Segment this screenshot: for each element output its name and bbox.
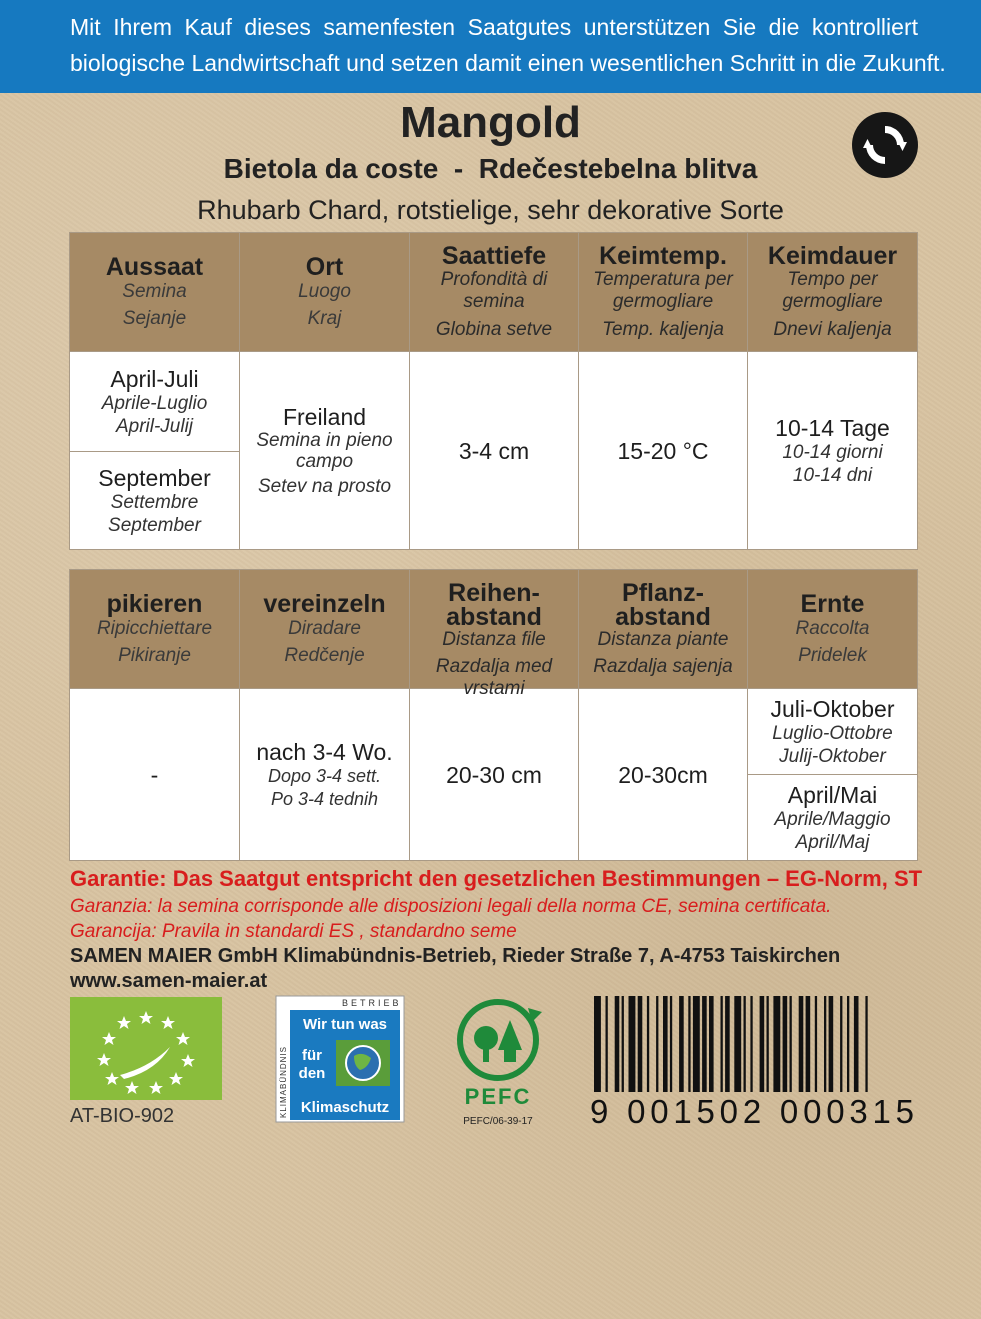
barcode-bar <box>806 996 811 1092</box>
header-vereinzeln <box>240 570 410 689</box>
cell-keimdauer <box>748 352 918 550</box>
barcode-bar <box>656 996 658 1092</box>
value-de: September <box>98 464 211 491</box>
barcode-bar <box>693 996 700 1092</box>
header-pflanzabstand <box>579 570 748 689</box>
green-dot-recycle-icon <box>852 112 918 178</box>
product-translations: Bietola da coste - Rdečestebelna blitva <box>223 153 758 184</box>
barcode-bar <box>688 996 690 1092</box>
barcode-bar <box>829 996 834 1092</box>
value-sl: April/Maj <box>795 831 870 853</box>
klimabuendnis-logo <box>276 996 404 1122</box>
barcode-bar <box>622 996 624 1092</box>
cell-saattiefe <box>410 352 579 550</box>
barcode-bar <box>702 996 707 1092</box>
klima-line-1: Wir tun was <box>302 1016 388 1033</box>
header-sl: Redčenje <box>284 645 365 666</box>
pefc-name: PEFC <box>464 1084 532 1109</box>
barcode-bar <box>824 996 826 1092</box>
header-it: Luogo <box>298 281 351 302</box>
value-sl: September <box>108 514 201 536</box>
barcode-bar <box>594 996 601 1092</box>
value: 20-30 cm <box>446 761 542 788</box>
klima-line-3: den <box>298 1065 326 1082</box>
header-sl: Dnevi kaljenja <box>773 319 892 340</box>
value-de: Juli-Oktober <box>770 695 895 722</box>
value-de: April-Juli <box>110 365 199 392</box>
value-it: 10-14 giorni <box>782 441 883 463</box>
barcode-bar <box>865 996 867 1092</box>
barcode-bar <box>767 996 769 1092</box>
header-de: Saattiefe <box>441 242 547 270</box>
care-table <box>69 569 918 861</box>
header-it: Tempo per germogliare <box>782 269 883 312</box>
klima-top-text: BETRIEB <box>342 998 402 1008</box>
header-keimtemp <box>579 233 748 352</box>
banner-line-1: Mit Ihrem Kauf dieses samenfesten Saatgutes unterstützen Sie die kontrolliert <box>70 14 918 40</box>
sowing-table <box>69 232 918 550</box>
klima-line-2: für <box>302 1047 322 1064</box>
value-de: nach 3-4 Wo. <box>256 738 393 765</box>
barcode-bar <box>638 996 643 1092</box>
barcode-bar <box>725 996 730 1092</box>
barcode-bar <box>750 996 752 1092</box>
header-de: Reihen-abstand <box>446 578 542 631</box>
header-sl: Temp. kaljenja <box>602 319 724 340</box>
barcode-bar <box>799 996 804 1092</box>
value-de: 10-14 Tage <box>775 414 890 441</box>
value-sl: Po 3-4 tednih <box>270 788 379 809</box>
value-it: Semina in pieno campo <box>256 429 393 472</box>
barcode-bar <box>840 996 842 1092</box>
cell-vereinzeln <box>240 689 410 861</box>
barcode-bar <box>629 996 636 1092</box>
value-it: Aprile-Luglio <box>101 392 208 414</box>
value-de: April/Mai <box>787 781 878 808</box>
value: - <box>150 761 159 788</box>
value-it: Aprile/Maggio <box>774 808 891 830</box>
barcode-bar <box>790 996 792 1092</box>
header-it: Temperatura per germogliare <box>593 269 733 312</box>
header-ernte <box>748 570 918 689</box>
barcode-bar <box>847 996 849 1092</box>
value-de: Freiland <box>282 403 367 430</box>
value: 20-30cm <box>618 761 708 788</box>
barcode-bar <box>760 996 765 1092</box>
header-de: Ort <box>305 253 344 281</box>
value: 3-4 cm <box>458 437 530 464</box>
header-keimdauer <box>748 233 918 352</box>
info-banner <box>0 0 981 93</box>
cell-reihenabstand <box>410 689 579 861</box>
header-ort <box>240 233 410 352</box>
klima-line-4: Klimaschutz <box>300 1099 390 1116</box>
pefc-code: PEFC/06-39-17 <box>463 1116 533 1127</box>
header-de: Aussaat <box>105 253 204 281</box>
header-sl: Pridelek <box>798 645 867 666</box>
banner-line-2: biologische Landwirtschaft und setzen damit einen wesentlichen Schritt in die Zukunft. <box>70 50 946 76</box>
barcode-bar <box>709 996 714 1092</box>
barcode-bar <box>721 996 723 1092</box>
ean-barcode <box>588 996 918 1128</box>
header-it: Profondità di semina <box>440 269 548 312</box>
eu-organic-leaf-icon <box>70 997 222 1100</box>
guarantee-it: Garanzia: la semina corrisponde alle disposizioni legali della norma CE, semina certificata. <box>70 896 832 917</box>
header-de: pikieren <box>106 590 203 618</box>
header-sl: Razdalja med vrstami <box>435 655 553 699</box>
header-de: Ernte <box>800 590 865 618</box>
cell-keimtemp <box>579 352 748 550</box>
cell-aussaat-2 <box>70 452 240 550</box>
header-saattiefe <box>410 233 579 352</box>
barcode-bar <box>647 996 649 1092</box>
header-aussaat <box>70 233 240 352</box>
barcode-bar <box>854 996 859 1092</box>
barcode-bar <box>606 996 608 1092</box>
barcode-bar <box>815 996 817 1092</box>
header-sl: Globina setve <box>435 319 553 340</box>
header-de: Keimdauer <box>767 242 898 270</box>
company-address: SAMEN MAIER GmbH Klimabündnis-Betrieb, Rieder Straße 7, A-4753 Taiskirchen <box>70 945 841 967</box>
header-it: Distanza piante <box>597 628 729 650</box>
header-it: Semina <box>122 281 187 302</box>
header-pikieren <box>70 570 240 689</box>
klima-side-text: KLIMABÜNDNIS <box>279 1045 288 1118</box>
value-sl: 10-14 dni <box>792 464 873 486</box>
eu-organic-code: AT-BIO-902 <box>70 1105 175 1127</box>
cell-ernte-2 <box>748 775 918 861</box>
header-it: Distanza file <box>442 628 546 650</box>
header-sl: Razdalja sajenja <box>593 655 733 677</box>
cell-pflanzabstand <box>579 689 748 861</box>
barcode-bar <box>670 996 672 1092</box>
barcode-bar <box>783 996 788 1092</box>
value-sl: Julij-Oktober <box>779 745 886 767</box>
cell-aussaat-1 <box>70 352 240 452</box>
barcode-bar <box>615 996 620 1092</box>
barcode-number: 9 001502 000315 <box>590 1093 914 1130</box>
barcode-bar <box>663 996 668 1092</box>
product-name: Mangold <box>400 98 581 147</box>
barcode-bar <box>734 996 741 1092</box>
header-sl: Kraj <box>307 308 342 329</box>
header-it: Ripicchiettare <box>96 618 213 639</box>
header-de: Keimtemp. <box>599 242 727 270</box>
guarantee-de: Garantie: Das Saatgut entspricht den gesetzlichen Bestimmungen – EG-Norm, ST <box>70 866 923 891</box>
barcode-bar <box>744 996 746 1092</box>
value-sl: Setev na prosto <box>257 475 392 497</box>
barcode-bar <box>773 996 780 1092</box>
barcode-bar <box>679 996 684 1092</box>
cell-ernte-1 <box>748 689 918 775</box>
cell-ort <box>240 352 410 550</box>
header-reihenabstand <box>410 570 579 699</box>
value: 15-20 °C <box>617 437 709 464</box>
cell-pikieren <box>70 689 240 861</box>
header-sl: Pikiranje <box>118 645 191 666</box>
guarantee-sl: Garancija: Pravila in standardi ES , standardno seme <box>70 921 517 942</box>
pefc-logo <box>452 1000 552 1130</box>
value-sl: April-Julij <box>115 415 194 437</box>
product-variety: Rhubarb Chard, rotstielige, sehr dekorative Sorte <box>197 195 784 225</box>
value-it: Luglio-Ottobre <box>772 722 893 744</box>
header-it: Raccolta <box>795 618 870 639</box>
value-it: Dopo 3-4 sett. <box>267 765 382 786</box>
header-de: Pflanz-abstand <box>615 578 711 631</box>
value-it: Settembre <box>110 491 199 513</box>
header-de: vereinzeln <box>263 590 386 618</box>
header-sl: Sejanje <box>122 308 187 329</box>
company-website: www.samen-maier.at <box>70 970 268 992</box>
header-it: Diradare <box>288 618 361 639</box>
